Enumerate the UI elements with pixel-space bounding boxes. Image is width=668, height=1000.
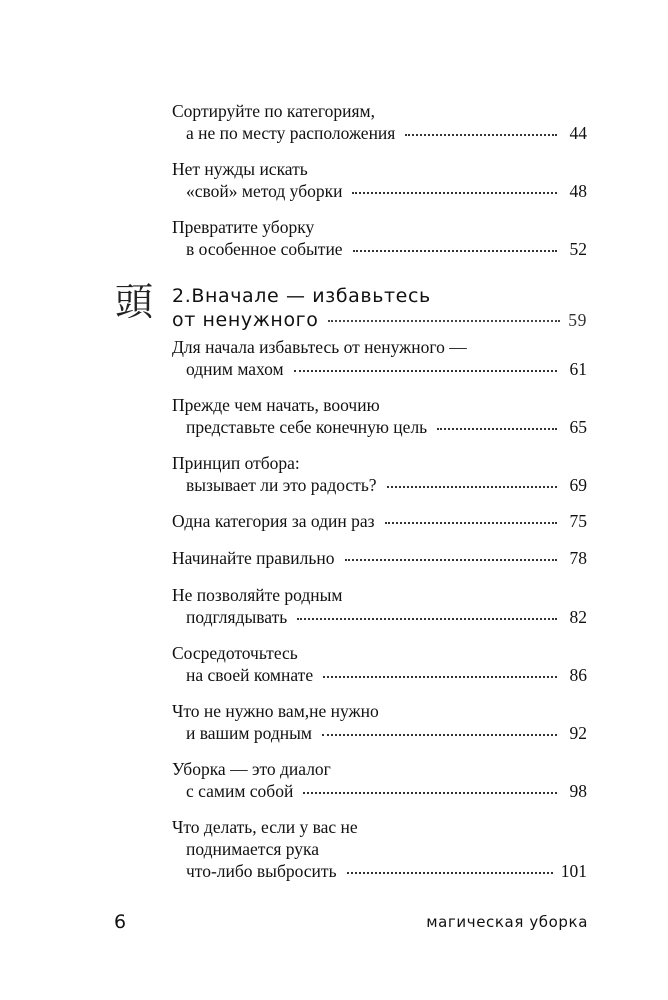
toc-entry-line: на своей комнате: [186, 665, 314, 685]
leader-dots: [353, 250, 557, 252]
toc-entry-line: Для начала избавьтесь от ненужного —: [172, 337, 467, 357]
toc-entry-line: Принцип отбора:: [172, 453, 300, 473]
leader-dots: [405, 134, 557, 136]
toc-entry-line: Превратите уборку: [172, 217, 315, 237]
toc-entry-line: поднимается рука: [186, 839, 320, 859]
toc-entry-line: вызывает ли это радость?: [186, 475, 377, 495]
toc-entry-line: одним махом: [186, 359, 284, 379]
toc-entry-last-line: [172, 664, 587, 686]
running-title: магическая уборка: [426, 913, 588, 931]
toc-page-number: 82: [569, 607, 587, 627]
toc-entry: [172, 394, 587, 438]
toc-entry-last-line: [172, 358, 587, 380]
toc-entry-line: Сосредоточьтесь: [172, 643, 298, 663]
leader-dots: [297, 618, 557, 620]
leader-dots: [387, 486, 557, 488]
toc-entry: [172, 216, 587, 260]
chapter-glyph-icon: 頭: [114, 280, 153, 324]
toc-page-number: 92: [569, 723, 587, 743]
toc-entry-line: Начинайте правильно: [172, 548, 335, 568]
toc-entry: [172, 758, 587, 802]
toc-entry: [172, 547, 587, 569]
toc-entry: [172, 336, 587, 380]
toc-entry-line: Одна категория за один раз: [172, 511, 375, 531]
toc-entry-last-line: [172, 547, 587, 569]
toc-page-number: 48: [569, 181, 587, 201]
chapter-heading: [172, 284, 587, 332]
leader-dots: [303, 792, 557, 794]
toc-entry: [172, 700, 587, 744]
toc-page-number: 44: [569, 123, 587, 143]
toc-entry-line: что-либо выбросить: [186, 861, 337, 881]
leader-dots: [345, 559, 558, 561]
toc-entry-last-line: [172, 722, 587, 744]
toc-entry: [172, 510, 587, 532]
chapter-title-last-line: [172, 308, 587, 332]
leader-dots: [385, 522, 557, 524]
toc-entry-line: в особенное событие: [186, 239, 343, 259]
toc-page-number: 59: [568, 310, 587, 330]
toc-entry-line: подглядывать: [186, 607, 288, 627]
toc-entry-last-line: [172, 606, 587, 628]
toc-entry: [172, 100, 587, 144]
toc-entry-line: и вашим родным: [186, 723, 312, 743]
toc-page-number: 98: [569, 781, 587, 801]
toc-entry-last-line: [172, 510, 587, 532]
toc-entry-last-line: [172, 180, 587, 202]
toc-entry-last-line: [172, 122, 587, 144]
toc-page-number: 69: [569, 475, 587, 495]
toc-entry-line: с самим собой: [186, 781, 294, 801]
leader-dots: [323, 676, 557, 678]
toc-page-number: 75: [569, 511, 587, 531]
toc-entry-last-line: [172, 238, 587, 260]
toc-entry-last-line: [172, 474, 587, 496]
toc-entry-line: Прежде чем начать, воочию: [172, 395, 380, 415]
leader-dots: [352, 192, 557, 194]
toc-page-number: 65: [569, 417, 587, 437]
toc-entry: [172, 158, 587, 202]
toc-entry-line: Что делать, если у вас не: [172, 817, 358, 837]
toc-entry-line: Не позволяйте родным: [172, 585, 343, 605]
footer-page-number: 6: [114, 911, 127, 933]
toc-entry-line: «свой» метод уборки: [186, 181, 343, 201]
leader-dots: [294, 370, 557, 372]
toc-entry-line: Уборка — это диалог: [172, 759, 331, 779]
chapter-title-line: 2.Вначале — избавьтесь: [172, 285, 431, 307]
toc-entry-line: Что не нужно вам,не нужно: [172, 701, 379, 721]
toc-entry-line: а не по месту расположения: [186, 123, 396, 143]
chapter-title-line: от ненужного: [172, 309, 319, 331]
toc-entry: [172, 816, 587, 882]
toc-entry-last-line: [172, 780, 587, 802]
leader-dots: [328, 320, 560, 322]
toc-entry-line: представьте себе конечную цель: [186, 417, 428, 437]
toc-page-number: 78: [569, 548, 587, 568]
toc-entry: [172, 584, 587, 628]
toc-entry: [172, 642, 587, 686]
toc-entry-last-line: [172, 860, 587, 882]
toc-entry-line: Нет нужды искать: [172, 159, 308, 179]
leader-dots: [322, 734, 557, 736]
toc-entry-last-line: [172, 416, 587, 438]
leader-dots: [347, 872, 553, 874]
toc-entry-line: Сортируйте по категориям,: [172, 101, 375, 121]
toc-page-number: 101: [560, 861, 587, 881]
toc-page-number: 86: [569, 665, 587, 685]
leader-dots: [437, 428, 557, 430]
toc-page-number: 61: [569, 359, 587, 379]
toc-entry: [172, 452, 587, 496]
toc-page-number: 52: [569, 239, 587, 259]
